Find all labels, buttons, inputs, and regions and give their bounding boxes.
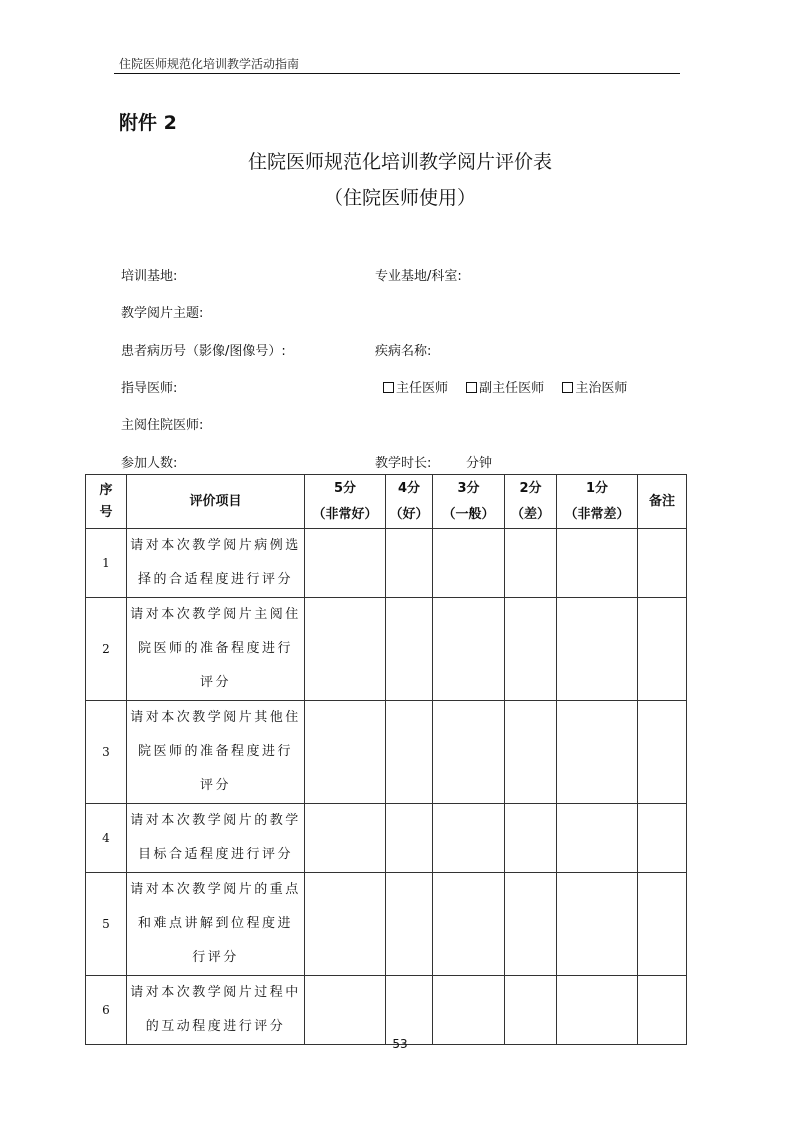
score-cell[interactable] (505, 804, 557, 873)
score-cell[interactable] (386, 529, 433, 598)
remark-cell[interactable] (638, 873, 687, 976)
specialty-label: 专业基地/科室: (375, 269, 462, 284)
score-cell[interactable] (305, 976, 386, 1045)
header-rule (114, 73, 680, 74)
table-header-row (86, 475, 687, 529)
supervisor-options (383, 377, 641, 396)
header-score-1: 1分 （非常差） (557, 475, 638, 529)
score-cell[interactable] (305, 598, 386, 701)
header-remark: 备注 (638, 475, 687, 529)
table-row (86, 976, 687, 1045)
option-associate-chief[interactable]: 副主任医师 (466, 377, 544, 396)
supervisor-label: 指导医师: (121, 381, 178, 396)
row-item: 请对本次教学阅片的重点 和难点讲解到位程度进 行评分 (127, 873, 305, 976)
score-cell[interactable] (557, 701, 638, 804)
score-cell[interactable] (505, 598, 557, 701)
row-number: 5 (86, 873, 127, 976)
score-cell[interactable] (505, 701, 557, 804)
row-item: 请对本次教学阅片主阅住 院医师的准备程度进行 评分 (127, 598, 305, 701)
row-item: 请对本次教学阅片其他住 院医师的准备程度进行 评分 (127, 701, 305, 804)
remark-cell[interactable] (638, 701, 687, 804)
participants-label: 参加人数: (121, 456, 178, 471)
patient-record-label: 患者病历号（影像/图像号）: (121, 344, 286, 359)
score-cell[interactable] (433, 976, 505, 1045)
score-cell[interactable] (433, 873, 505, 976)
remark-cell[interactable] (638, 598, 687, 701)
row-item: 请对本次教学阅片过程中 的互动程度进行评分 (127, 976, 305, 1045)
evaluation-table (85, 474, 687, 1045)
option-chief[interactable]: 主任医师 (383, 377, 448, 396)
checkbox-icon[interactable] (466, 382, 477, 393)
table-row (86, 701, 687, 804)
attachment-label: 附件 2 (119, 112, 177, 134)
row-number: 3 (86, 701, 127, 804)
header-score-5: 5分 （非常好） (305, 475, 386, 529)
checkbox-icon[interactable] (383, 382, 394, 393)
row-number: 2 (86, 598, 127, 701)
table-row (86, 873, 687, 976)
score-cell[interactable] (386, 873, 433, 976)
score-cell[interactable] (433, 529, 505, 598)
score-cell[interactable] (433, 804, 505, 873)
score-cell[interactable] (305, 701, 386, 804)
topic-label: 教学阅片主题: (121, 306, 204, 321)
page-number: 53 (392, 1037, 408, 1051)
table-row (86, 804, 687, 873)
row-item: 请对本次教学阅片病例选 择的合适程度进行评分 (127, 529, 305, 598)
header-seq: 序号 (86, 475, 127, 529)
score-cell[interactable] (386, 804, 433, 873)
score-cell[interactable] (505, 976, 557, 1045)
form-subtitle: （住院医师使用） (323, 187, 476, 209)
base-label: 培训基地: (121, 269, 178, 284)
score-cell[interactable] (386, 598, 433, 701)
score-cell[interactable] (305, 529, 386, 598)
form-title: 住院医师规范化培训教学阅片评价表 (247, 151, 552, 173)
score-cell[interactable] (557, 529, 638, 598)
score-cell[interactable] (433, 598, 505, 701)
score-cell[interactable] (305, 804, 386, 873)
header-score-2: 2分 （差） (505, 475, 557, 529)
duration-unit: 分钟 (466, 456, 493, 471)
score-cell[interactable] (505, 873, 557, 976)
remark-cell[interactable] (638, 976, 687, 1045)
row-number: 4 (86, 804, 127, 873)
row-number: 1 (86, 529, 127, 598)
score-cell[interactable] (557, 598, 638, 701)
disease-label: 疾病名称: (375, 344, 432, 359)
option-attending[interactable]: 主治医师 (562, 377, 627, 396)
score-cell[interactable] (505, 529, 557, 598)
table-row (86, 529, 687, 598)
table-row (86, 598, 687, 701)
score-cell[interactable] (557, 804, 638, 873)
running-header: 住院医师规范化培训教学活动指南 (119, 57, 300, 71)
header-score-4: 4分 （好） (386, 475, 433, 529)
score-cell[interactable] (305, 873, 386, 976)
score-cell[interactable] (386, 976, 433, 1045)
score-cell[interactable] (557, 873, 638, 976)
row-item: 请对本次教学阅片的教学 目标合适程度进行评分 (127, 804, 305, 873)
lead-resident-label: 主阅住院医师: (121, 418, 204, 433)
row-number: 6 (86, 976, 127, 1045)
duration-label: 教学时长: (375, 456, 432, 471)
remark-cell[interactable] (638, 804, 687, 873)
header-score-3: 3分 （一般） (433, 475, 505, 529)
remark-cell[interactable] (638, 529, 687, 598)
header-item: 评价项目 (127, 475, 305, 529)
score-cell[interactable] (433, 701, 505, 804)
checkbox-icon[interactable] (562, 382, 573, 393)
score-cell[interactable] (557, 976, 638, 1045)
score-cell[interactable] (386, 701, 433, 804)
